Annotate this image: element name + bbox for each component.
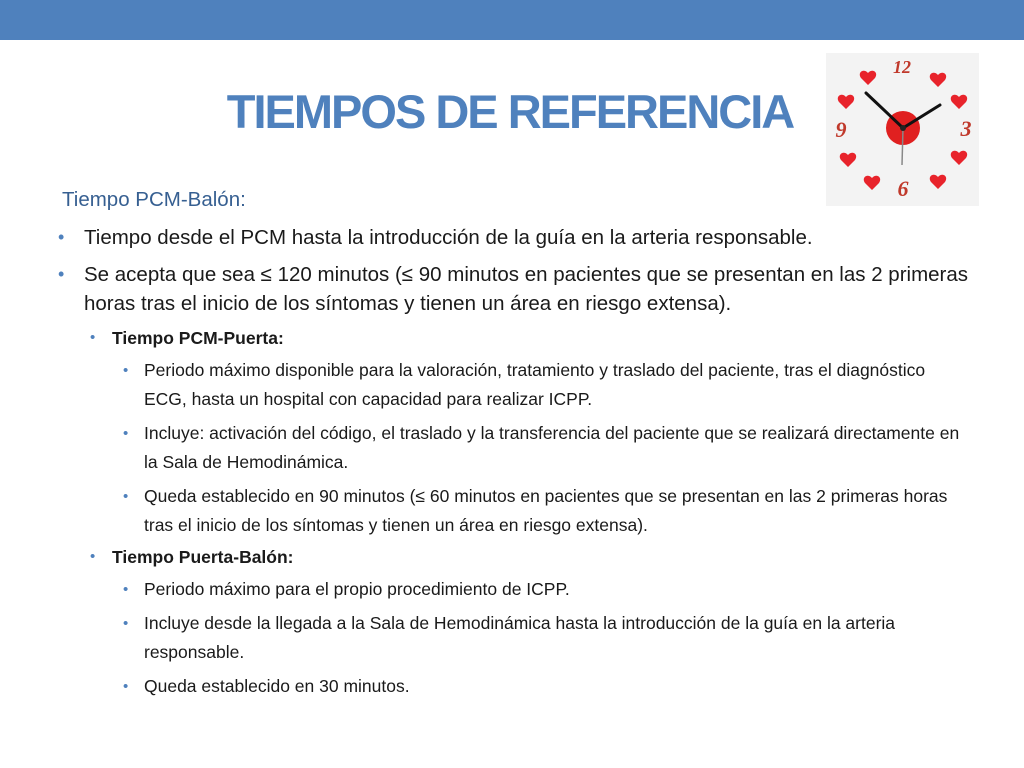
section-heading-pcm-balon: Tiempo PCM-Balón: bbox=[62, 188, 246, 211]
subheading-pcm-puerta: • Tiempo PCM-Puerta: bbox=[112, 326, 982, 350]
subheading-puerta-balon: • Tiempo Puerta-Balón: bbox=[112, 545, 982, 569]
list-item: • Incluye desde la llegada a la Sala de Hemodinámica hasta la introducción de la guía en la arteria responsable. bbox=[144, 609, 964, 667]
slide-content bbox=[62, 186, 982, 706]
list-item: • Se acepta que sea ≤ 120 minutos (≤ 90 minutos en pacientes que se presentan en las 2 primeras horas tras el inicio de los síntomas y tienen un área en riesgo extensa). bbox=[62, 260, 982, 318]
slide-title: TIEMPOS DE REFERENCIA bbox=[226, 85, 794, 138]
list-item: • Periodo máximo para el propio procedimiento de ICPP. bbox=[144, 575, 964, 604]
list-item: • Incluye: activación del código, el traslado y la transferencia del paciente que se realizará directamente en la Sala de Hemodinámica. bbox=[144, 419, 964, 477]
list-item: • Queda establecido en 90 minutos (≤ 60 minutos en pacientes que se presentan en las 2 primeras horas tras el inicio de los síntomas y tienen un área en riesgo extensa). bbox=[144, 482, 964, 540]
clock-numeral-12: 12 bbox=[893, 57, 911, 77]
list-item: • Queda establecido en 30 minutos. bbox=[144, 672, 964, 701]
clock-numeral-3: 3 bbox=[960, 116, 972, 141]
wall-clock-hearts-icon bbox=[826, 53, 979, 206]
list-item: • Periodo máximo disponible para la valoración, tratamiento y traslado del paciente, tras el diagnóstico ECG, hasta un hospital con capacidad para realizar ICPP. bbox=[144, 356, 964, 414]
list-item: • Tiempo desde el PCM hasta la introducción de la guía en la arteria responsable. bbox=[62, 223, 982, 252]
clock-numeral-6: 6 bbox=[897, 176, 909, 201]
top-accent-bar bbox=[0, 0, 1024, 40]
clock-numeral-9: 9 bbox=[835, 117, 847, 142]
bullet-list bbox=[62, 223, 982, 701]
